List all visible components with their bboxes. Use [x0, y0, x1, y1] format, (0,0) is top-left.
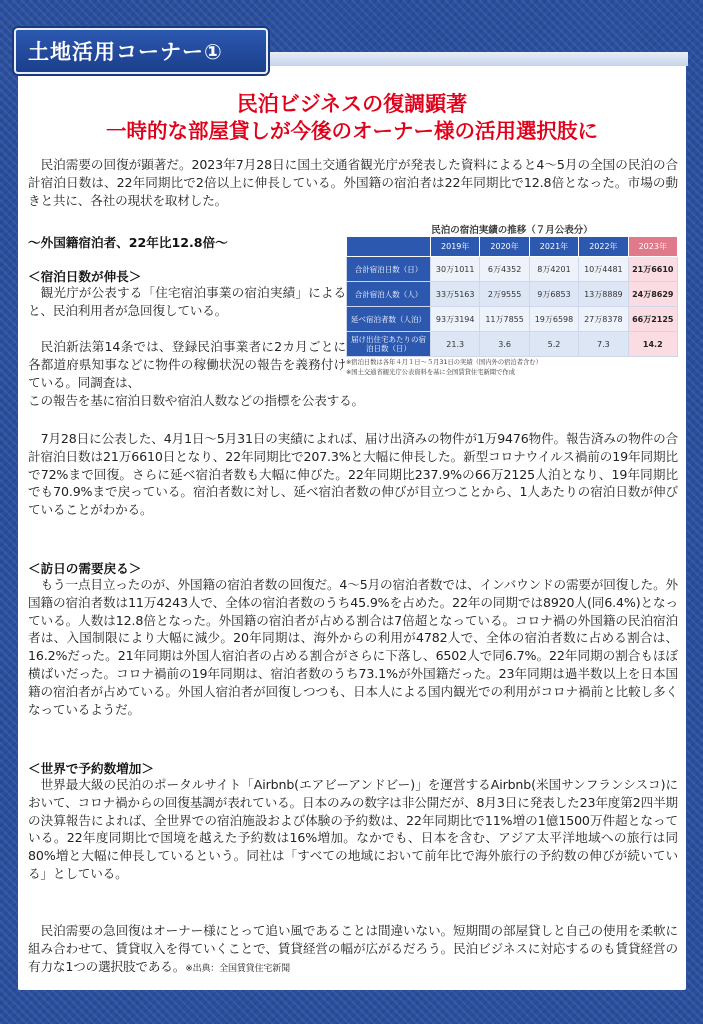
table-cell: 19万6598 — [529, 307, 578, 332]
section-heading-stay-days: ＜宿泊日数が伸長＞ — [28, 269, 142, 284]
section1-paragraph3: 7月28日に公表した、4月1日～5月31日の実績によれば、届け出済みの物件が1万9476物件。報告済みの物件の合計宿泊日数は21万6610日となり、22年同期比で207.3%と大幅に伸長した。新型コロナウイルス禍前の19年同期比で72%まで回復。さらに延べ宿泊者数も大幅に伸びた。22年同期比237.9%の66万2125人泊となり、19年同期比でも70.9%まで戻っている。宿泊者数に対し、延べ宿泊者数の伸びが目立つことから、1人あたりの宿泊日数が伸びていることがわかる。 — [28, 431, 678, 518]
table-cell: 8万4201 — [529, 257, 578, 282]
section3-paragraph: 世界最大級の民泊のポータルサイト「Airbnb(エアビーアンドビー)」を運営するAirbnb(米国サンフランシスコ)において、コロナ禍からの回復基調が表れている。日本のみの数字は非公開だが、8月3日に発表した23年度第2四半期の決算報告によれば、全世界での宿泊施設および体験の予約数は、22年同期比で11%増の1億1500万件超となっている。22年度同期比で国境を越えた予約数は16%増加。なかでも、日本を含む、アジア太平洋地域への旅行は同80%増と大幅に伸長しているという。同社は「すべての地域において前年比で海外旅行の予約数の伸びが続いている」としている。 — [28, 777, 678, 881]
stay-stats-table-block — [346, 222, 678, 377]
section1-paragraph1: 観光庁が公表する「住宅宿泊事業の宿泊実績」によると、民泊利用者が急回復している。 — [28, 285, 346, 318]
table-header-cell: 2022年 — [579, 237, 628, 257]
section2-paragraph: もう一点目立ったのが、外国籍の宿泊者数の回復だ。4～5月の宿泊者数では、インバウンドの需要が回復した。外国籍の宿泊者数は11万4243人で、全体の宿泊者数のうち45.9%を占めた。22年の同期では8920人(同6.4%)となっている。人数は12.8倍となった。外国籍の宿泊者が占める割合は7倍超となっている。コロナ禍の外国籍の民泊宿泊者は、入国制限により大幅に減少。20年同期は、海外からの利用が4782人で、全体の宿泊者数に占める割合は、16.2%だった。21年同期は外国人宿泊者の占める割合がさらに下落し、6502人で同6.7%。22年同期の割合もほぼ横ばいだった。コロナ禍前の19年同期は、宿泊者数のうち73.1%が外国籍だった。23年同期は過半数以上を日本国籍の宿泊者が占めている。外国人宿泊者が回復しつつも、日本人による国内観光での利用がコロナ禍前と比較し多くなっているようだ。 — [28, 577, 678, 717]
table-cell: 10万4481 — [579, 257, 628, 282]
title-rule — [264, 52, 688, 66]
table-cell: 93万3194 — [431, 307, 480, 332]
intro-paragraph: 民泊需要の回復が顕著だ。2023年7月28日に国土交通省観光庁が発表した資料によると4～5月の全国の民泊の合計宿泊日数は、22年同期比で2倍以上に伸長している。外国籍の宿泊者は22年同期比で12.8倍となった。市場の動きと共に、各社の現状を取材した。 — [28, 157, 678, 208]
row-label: 届け出住宅あたりの宿泊日数（日） — [347, 332, 431, 357]
table-header-row — [347, 237, 678, 257]
row-label: 合計宿泊日数（日） — [347, 257, 431, 282]
table-header-cell: 2019年 — [431, 237, 480, 257]
headline-main: 民泊ビジネスの復調顕著 — [236, 92, 468, 116]
table-cell: 3.6 — [480, 332, 529, 357]
table-note: ※宿泊日数は各年４月１日～５月31日の実績（国内外の宿泊者含む） — [346, 359, 542, 366]
table-cell: 2万9555 — [480, 282, 529, 307]
table-cell-highlight: 14.2 — [628, 332, 677, 357]
row-label: 合計宿泊人数（人） — [347, 282, 431, 307]
table-cell: 33万5163 — [431, 282, 480, 307]
corner-tab — [14, 28, 268, 74]
table-cell-highlight: 24万8629 — [628, 282, 677, 307]
closing-paragraph — [28, 922, 678, 978]
sub-heading: ～外国籍宿泊者、22年比12.8倍～ — [28, 235, 228, 250]
corner-title: 土地活用コーナー① — [28, 40, 223, 64]
table-row — [347, 257, 678, 282]
headline-sub: 一時的な部屋貸しが今後のオーナー様の活用選択肢に — [106, 119, 598, 143]
table-cell: 11万7855 — [480, 307, 529, 332]
table-cell: 5.2 — [529, 332, 578, 357]
table-row — [347, 332, 678, 357]
table-header-cell: 2021年 — [529, 237, 578, 257]
table-header-cell — [347, 237, 431, 257]
table-row — [347, 307, 678, 332]
table-cell: 7.3 — [579, 332, 628, 357]
section-heading-global: ＜世界で予約数増加＞ — [28, 761, 154, 776]
source-note: ※出典：全国賃貸住宅新聞 — [185, 963, 290, 974]
section1-paragraph2-cont: この報告を基に宿泊日数や宿泊人数などの指標を公表する。 — [28, 393, 364, 408]
table-cell: 27万8378 — [579, 307, 628, 332]
table-title: 民泊の宿泊実績の推移（７月公表分） — [431, 225, 593, 236]
table-row — [347, 282, 678, 307]
table-header-cell: 2020年 — [480, 237, 529, 257]
row-label: 延べ宿泊者数（人泊） — [347, 307, 431, 332]
stay-stats-table — [346, 236, 678, 357]
closing-text: 民泊需要の急回復はオーナー様にとって追い風であることは間違いない。短期間の部屋貸しと自己の使用を柔軟に組み合わせて、賃貸収入を得ていくことで、賃貸経営の幅が広がるだろう。民泊ビジネスに対応するのも賃貸経営の有力な1つの選択肢である。 — [28, 923, 678, 974]
table-cell: 9万6853 — [529, 282, 578, 307]
section-heading-inbound: ＜訪日の需要戻る＞ — [28, 561, 142, 576]
table-header-cell-highlight: 2023年 — [628, 237, 677, 257]
table-cell-highlight: 21万6610 — [628, 257, 677, 282]
table-cell: 6万4352 — [480, 257, 529, 282]
section1-paragraph2: 民泊新法第14条では、登録民泊事業者に2カ月ごとに各都道府県知事などに物件の稼働状況の報告を義務付けている。同調査は、 — [28, 339, 346, 390]
table-cell: 13万8889 — [579, 282, 628, 307]
table-note: ※国土交通省観光庁公表資料を基に全国賃貸住宅新聞で作成 — [346, 369, 515, 376]
table-cell-highlight: 66万2125 — [628, 307, 677, 332]
table-cell: 30万1011 — [431, 257, 480, 282]
table-cell: 21.3 — [431, 332, 480, 357]
